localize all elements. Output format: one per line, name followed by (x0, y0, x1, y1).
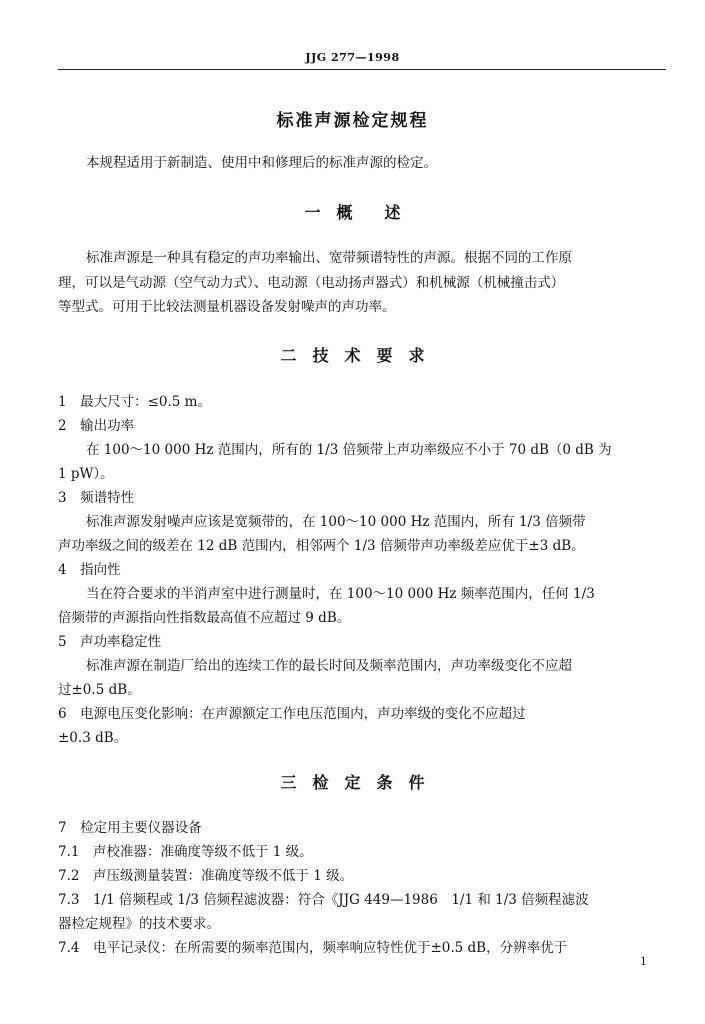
requirement-2-heading: 2 输出功率 (58, 418, 135, 434)
requirement-2-line: 在 100～10 000 Hz 范围内，所有的 1/3 倍频带上声功率级应不小于 70 dB（0 dB 为 (86, 442, 612, 458)
requirement-3-line: 声功率级之间的级差在 12 dB 范围内，相邻两个 1/3 倍频带声功率级差应优于±3 dB。 (58, 538, 585, 554)
requirement-1-max-size: 1 最大尺寸：≤0.5 m。 (58, 394, 211, 410)
overview-line: 理，可以是气动源（空气动力式）、电动源（电动扬声器式）和机械源（机械撞击式） (58, 275, 565, 291)
requirement-5-heading: 5 声功率稳定性 (58, 634, 162, 650)
overview-line: 标准声源是一种具有稳定的声功率输出、宽带频谱特性的声源。根据不同的工作原 (86, 250, 572, 266)
requirement-6-line: 6 电源电压变化影响：在声源额定工作电压范围内，声功率级的变化不应超过 (58, 706, 526, 722)
requirement-3-heading: 3 频谱特性 (58, 490, 135, 506)
document-code-header: JJG 277—1998 (305, 51, 400, 64)
requirement-5-line: 过±0.5 dB。 (58, 682, 141, 698)
overview-line: 等型式。可用于比较法测量机器设备发射噪声的声功率。 (58, 299, 396, 315)
section-heading-verification-conditions: 三 检 定 条 件 (280, 773, 425, 792)
page-number: 1 (640, 955, 647, 968)
requirement-4-heading: 4 指向性 (58, 562, 121, 578)
condition-7-2: 7.2 声压级测量装置：准确度等级不低于 1 级。 (58, 868, 354, 884)
section-heading-overview: 一 概 述 (304, 203, 401, 222)
condition-7-1: 7.1 声校准器：准确度等级不低于 1 级。 (58, 844, 313, 860)
condition-7-heading: 7 检定用主要仪器设备 (58, 820, 202, 836)
section-heading-technical-requirements: 二 技 术 要 求 (280, 346, 425, 365)
requirement-4-line: 当在符合要求的半消声室中进行测量时，在 100～10 000 Hz 频率范围内，任何 1/3 (86, 586, 595, 602)
requirement-3-line: 标准声源发射噪声应该是宽频带的，在 100～10 000 Hz 范围内，所有 1/3 倍频带 (86, 514, 586, 530)
requirement-4-line: 倍频带的声源指向性指数最高值不应超过 9 dB。 (58, 610, 351, 626)
header-rule (58, 69, 666, 70)
condition-7-4: 7.4 电平记录仪：在所需要的频率范围内，频率响应特性优于±0.5 dB，分辨率优于 (58, 940, 568, 956)
requirement-5-line: 标准声源在制造厂给出的连续工作的最长时间及频率范围内，声功率级变化不应超 (86, 658, 572, 674)
intro-paragraph: 本规程适用于新制造、使用中和修理后的标准声源的检定。 (86, 155, 437, 171)
condition-7-3-line: 7.3 1/1 倍频程或 1/3 倍频程滤波器：符合《JJG 449—1986 1/1 和 1/3 倍频程滤波 (58, 892, 589, 908)
document-title: 标准声源检定规程 (276, 111, 429, 131)
requirement-2-line: 1 pW）。 (58, 466, 114, 482)
requirement-6-line: ±0.3 dB。 (58, 730, 128, 746)
condition-7-3-line: 器检定规程》的技术要求。 (58, 916, 220, 932)
